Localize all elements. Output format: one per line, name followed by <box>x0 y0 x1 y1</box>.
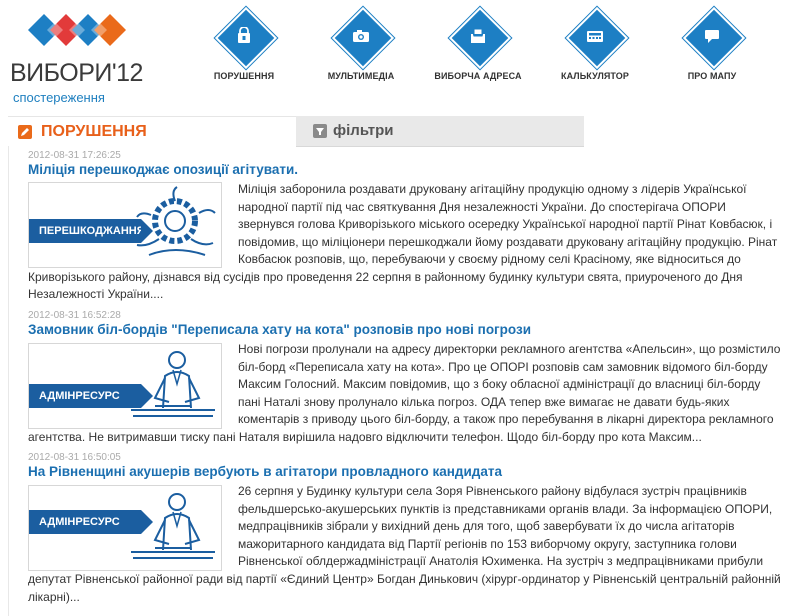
excerpt-line: мажоритарного кандидата від Партії регіонів по 153 виборчому округу, заступника голови <box>238 536 737 551</box>
logo-subtitle: спостереження <box>13 90 105 105</box>
nav-label: КАЛЬКУЛЯТОР <box>560 71 630 81</box>
article-excerpt-continued <box>28 429 702 447</box>
excerpt-line: Рівненської облдержадміністрації Анатолія Юхименка. На зустріч з медпрацівниками прибули <box>238 554 764 569</box>
nav-label: МУЛЬТИМЕДІА <box>327 71 395 81</box>
excerpt-line: лікарні)... <box>28 589 80 604</box>
article-thumbnail[interactable] <box>28 343 222 429</box>
lock-icon <box>235 27 253 45</box>
tab-filters[interactable] <box>296 116 584 147</box>
pencil-icon <box>18 125 32 139</box>
article-excerpt <box>238 483 772 571</box>
ballot-box-icon <box>469 27 487 45</box>
excerpt-line: фельдшерсько-акушерських пунктів із представниками органів влади. За інформацією ОПОРИ, <box>238 501 773 516</box>
excerpt-line: Незалежності України.... <box>28 287 164 302</box>
nav-label: ПРО МАПУ <box>687 71 737 81</box>
tab-violations[interactable] <box>8 116 296 147</box>
article-date: 2012-08-31 17:26:25 <box>28 150 121 161</box>
article-title-link[interactable]: Замовник біл-бордів "Переписала хату на кота" розповів про нові погрози <box>28 322 532 337</box>
nav-item-about-map[interactable] <box>657 8 767 81</box>
nav-item-calculator[interactable] <box>540 8 650 81</box>
article-date: 2012-08-31 16:50:05 <box>28 452 121 463</box>
excerpt-line: Ковбасюк розповів, що, перебуваючи у своєму рідному селі Красіному, яке відноситься до <box>238 252 741 266</box>
excerpt-line: Нові погрози пролунали на адресу директорки рекламного агентства «Апельсин», що розмістило <box>238 342 781 356</box>
excerpt-line: депутат Рівненської районної ради від партії «Єдиний Центр» Богдан Динькович (хірург-ординатор у Рівненській центральній районній <box>28 572 781 586</box>
excerpt-line: Міліція заборонила роздавати друковану агітаційну продукцію одному з лідерів Української <box>238 182 747 196</box>
tab-bar <box>8 116 584 146</box>
tab-label: ПОРУШЕННЯ <box>41 123 147 140</box>
divider <box>8 146 9 616</box>
speech-bubble-icon <box>703 27 721 45</box>
article-excerpt-continued <box>28 251 743 304</box>
article-title-link[interactable]: На Рівненщині акушерів вербують в агітатори провладного кандидата <box>28 464 502 479</box>
article-excerpt <box>238 181 777 251</box>
camera-icon <box>352 27 370 45</box>
article-excerpt <box>238 341 780 429</box>
site-logo[interactable] <box>10 12 143 105</box>
article-item <box>28 452 781 604</box>
nav-item-polling-address[interactable] <box>423 8 533 81</box>
nav-label: ВИБОРЧА АДРЕСА <box>434 71 522 81</box>
excerpt-line: пані Наталі знову пролунало кілька погроз. ОДА тепер вже вимагає не давати будь-яких <box>238 394 730 409</box>
excerpt-line: народної партії під час святкування Дня незалежності України. До спостерігача ОПОРИ <box>238 199 726 214</box>
article-item <box>28 150 778 302</box>
nav-item-violations[interactable] <box>189 8 299 81</box>
article-item <box>28 310 781 444</box>
calculator-icon <box>586 27 604 45</box>
nav-label: ПОРУШЕННЯ <box>213 71 275 81</box>
nav-item-multimedia[interactable] <box>306 8 416 81</box>
excerpt-line: повідомив, що міліціонери перешкоджали йому роздавати друковану агітаційну продукцію. Рінат <box>238 234 778 249</box>
excerpt-line: медпрацівників зібрали у вихідний день для того, щоб завербувати їх до числа агітаторів <box>238 519 735 534</box>
funnel-icon <box>313 124 327 138</box>
excerpt-line: 26 серпня у Будинку культури села Зоря Рівненського району відбулася зустріч працівників <box>238 484 747 498</box>
excerpt-line: Максим Голосний. Максим повідомив, що з боку обласної адміністрації до власниці біл-борду <box>238 377 761 392</box>
tab-label: фільтри <box>333 122 394 139</box>
excerpt-line: агентства. Не витримавши тиску пані Наталя вирішила надовго відключити телефон. Щодо біл-борду про кота Максим... <box>28 430 702 444</box>
category-tag: АДМІНРЕСУРС <box>29 384 141 408</box>
logo-diamonds-icon <box>26 12 136 52</box>
article-date: 2012-08-31 16:52:28 <box>28 310 121 321</box>
category-tag: АДМІНРЕСУРС <box>29 510 141 534</box>
category-tag: ПЕРЕШКОДЖАННЯ <box>29 219 141 243</box>
excerpt-line: коментарів з приводу цього біл-борду, а також про перебування в лікарні директора рекламного <box>238 412 774 427</box>
excerpt-line: звернувся голова Криворізького міського осередку Української народної партії Рінат Ковбасюк, і <box>238 217 773 232</box>
article-excerpt-continued <box>28 571 781 606</box>
excerpt-line: Криворізького району, дізнався від сусідів про проведення 22 серпня в районному будинку культури свята, приуроченого до Дня <box>28 269 743 284</box>
article-title-link[interactable]: Міліція перешкоджає опозиції агітувати. <box>28 162 299 177</box>
article-thumbnail[interactable] <box>28 485 222 571</box>
excerpt-line: біл-борд «Переписала хату на кота». Про це ОПОРІ розповів сам замовник відомого біл-борду <box>238 359 768 374</box>
logo-title: ВИБОРИ'12 <box>10 59 143 87</box>
